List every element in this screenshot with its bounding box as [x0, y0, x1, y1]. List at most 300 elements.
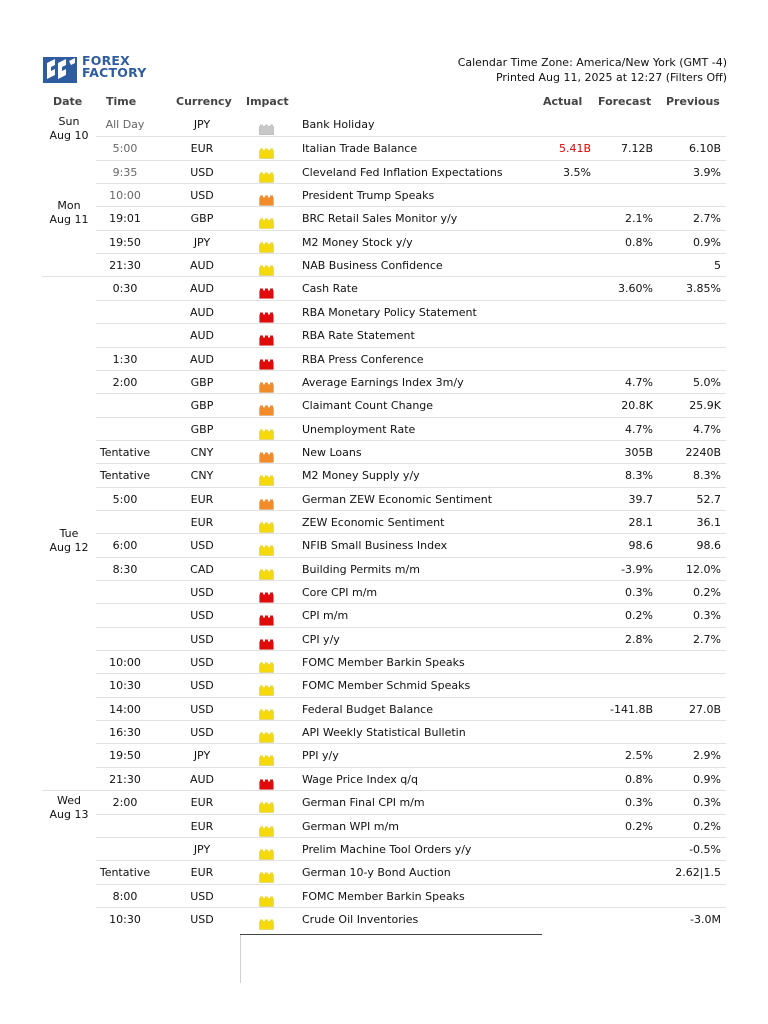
- day-label: [42, 527, 96, 555]
- event-time: [96, 301, 154, 324]
- calendar-row[interactable]: [96, 136, 726, 160]
- day-label: [42, 115, 96, 143]
- event-currency: EUR: [190, 796, 214, 810]
- col-header-previous: Previous: [666, 95, 720, 108]
- event-actual: [526, 534, 591, 557]
- event-title[interactable]: RBA Monetary Policy Statement: [302, 305, 477, 319]
- event-previous: [653, 885, 721, 908]
- event-actual: [526, 511, 591, 534]
- event-currency: USD: [190, 702, 214, 716]
- event-actual: [526, 231, 591, 254]
- event-currency: USD: [190, 656, 214, 670]
- event-title[interactable]: M2 Money Supply y/y: [302, 469, 420, 483]
- impact-high-icon[interactable]: [259, 331, 273, 341]
- event-actual: [526, 604, 591, 627]
- event-actual: [526, 861, 591, 884]
- event-title[interactable]: RBA Rate Statement: [302, 329, 415, 343]
- impact-high-icon[interactable]: [259, 635, 273, 645]
- event-currency: CNY: [190, 469, 214, 483]
- event-currency: EUR: [190, 866, 214, 880]
- event-previous: 2.62|1.5: [675, 866, 721, 880]
- calendar-row[interactable]: [96, 907, 726, 931]
- calendar-row[interactable]: [96, 743, 726, 767]
- calendar-row[interactable]: [96, 767, 726, 791]
- event-time: [96, 581, 154, 604]
- event-title[interactable]: Federal Budget Balance: [302, 702, 433, 716]
- event-time: Tentative: [99, 866, 151, 880]
- event-forecast: [591, 908, 653, 931]
- forex-factory-logo-icon: [43, 53, 77, 83]
- event-time: [96, 418, 154, 441]
- event-title[interactable]: German WPI m/m: [302, 819, 399, 833]
- event-title[interactable]: Claimant Count Change: [302, 399, 434, 413]
- event-actual: [526, 184, 591, 207]
- event-actual: [526, 885, 591, 908]
- event-time: Tentative: [99, 445, 151, 459]
- event-time: [96, 511, 154, 534]
- event-time: 19:50: [109, 749, 141, 763]
- event-time: 19:01: [109, 212, 141, 226]
- event-currency: AUD: [189, 352, 215, 366]
- day-date: Aug 13: [49, 808, 89, 821]
- impact-low-icon[interactable]: [259, 845, 273, 855]
- event-currency: GBP: [190, 399, 214, 413]
- event-forecast: 8.3%: [625, 469, 653, 483]
- event-previous: 5: [714, 259, 721, 273]
- timezone-line: Calendar Time Zone: America/New York (GMT -4): [457, 56, 727, 69]
- event-time: 2:00: [112, 375, 138, 389]
- event-forecast: 4.7%: [625, 375, 653, 389]
- event-forecast: 3.60%: [618, 282, 653, 296]
- event-currency: JPY: [193, 235, 211, 249]
- impact-low-icon[interactable]: [259, 214, 273, 224]
- calendar-row[interactable]: [96, 393, 726, 417]
- event-previous: 52.7: [696, 492, 721, 506]
- impact-high-icon[interactable]: [259, 775, 273, 785]
- event-actual: [526, 581, 591, 604]
- event-previous: 98.6: [696, 539, 721, 553]
- event-currency: USD: [190, 189, 214, 203]
- event-currency: USD: [190, 609, 214, 623]
- event-title[interactable]: German 10-y Bond Auction: [302, 866, 451, 880]
- event-currency: JPY: [193, 749, 211, 763]
- event-forecast: 305B: [624, 445, 653, 459]
- impact-medium-icon[interactable]: [259, 495, 273, 505]
- event-previous: 8.3%: [693, 469, 721, 483]
- event-currency: AUD: [189, 329, 215, 343]
- event-currency: AUD: [189, 282, 215, 296]
- impact-low-icon[interactable]: [259, 915, 273, 925]
- event-currency: AUD: [189, 259, 215, 273]
- event-forecast: 0.8%: [625, 772, 653, 786]
- day-name: Mon: [57, 199, 81, 212]
- calendar-row[interactable]: [96, 230, 726, 254]
- impact-low-icon[interactable]: [259, 728, 273, 738]
- day-separator: [42, 790, 96, 791]
- calendar-row[interactable]: [96, 720, 726, 744]
- calendar-row[interactable]: [96, 533, 726, 557]
- day-name: Tue: [59, 527, 79, 540]
- day-date: Aug 10: [49, 129, 89, 142]
- event-previous: 2240B: [685, 445, 721, 459]
- col-header-time: Time: [106, 95, 137, 108]
- event-actual: [526, 324, 591, 347]
- impact-low-icon[interactable]: [259, 681, 273, 691]
- event-time: Tentative: [99, 469, 151, 483]
- event-previous: [653, 348, 721, 371]
- event-currency: USD: [190, 632, 214, 646]
- event-time: 10:30: [109, 912, 141, 926]
- event-time: 1:30: [112, 352, 138, 366]
- event-title[interactable]: NAB Business Confidence: [302, 259, 443, 273]
- event-time: 2:00: [112, 796, 138, 810]
- event-title[interactable]: Prelim Machine Tool Orders y/y: [302, 842, 472, 856]
- event-title[interactable]: M2 Money Stock y/y: [302, 235, 413, 249]
- event-forecast: -3.9%: [621, 562, 653, 576]
- event-title[interactable]: PPI y/y: [302, 749, 339, 763]
- event-currency: EUR: [190, 142, 214, 156]
- calendar-row[interactable]: [96, 884, 726, 908]
- event-time: 6:00: [112, 539, 138, 553]
- event-title[interactable]: Average Earnings Index 3m/y: [302, 375, 464, 389]
- calendar-row[interactable]: [96, 487, 726, 511]
- event-forecast: [591, 254, 653, 277]
- event-actual: [526, 488, 591, 511]
- event-currency: EUR: [190, 492, 214, 506]
- event-time: 16:30: [109, 726, 141, 740]
- event-currency: USD: [190, 539, 214, 553]
- calendar-row[interactable]: [96, 276, 726, 300]
- impact-medium-icon[interactable]: [259, 401, 273, 411]
- impact-low-icon[interactable]: [259, 471, 273, 481]
- event-forecast: 0.2%: [625, 609, 653, 623]
- event-actual: [526, 464, 591, 487]
- event-actual: [526, 744, 591, 767]
- event-actual: [526, 815, 591, 838]
- event-title[interactable]: FOMC Member Barkin Speaks: [302, 889, 465, 903]
- impact-medium-icon[interactable]: [259, 191, 273, 201]
- event-currency: GBP: [190, 422, 214, 436]
- event-currency: USD: [190, 165, 214, 179]
- event-previous: -3.0M: [690, 912, 721, 926]
- event-title[interactable]: Crude Oil Inventories: [302, 912, 419, 926]
- calendar-row[interactable]: [96, 557, 726, 581]
- impact-high-icon[interactable]: [259, 284, 273, 294]
- event-actual: [526, 418, 591, 441]
- calendar-row[interactable]: [96, 183, 726, 207]
- impact-low-icon[interactable]: [259, 144, 273, 154]
- event-forecast: -141.8B: [609, 702, 653, 716]
- event-title[interactable]: ZEW Economic Sentiment: [302, 515, 445, 529]
- impact-low-icon[interactable]: [259, 168, 273, 178]
- impact-low-icon[interactable]: [259, 798, 273, 808]
- event-actual: 5.41B: [558, 142, 591, 156]
- event-currency: AUD: [189, 305, 215, 319]
- calendar-row[interactable]: [96, 370, 726, 394]
- page-divider-vertical: [240, 935, 241, 983]
- impact-low-icon[interactable]: [259, 261, 273, 271]
- event-time: [96, 604, 154, 627]
- event-previous: 2.9%: [693, 749, 721, 763]
- event-title[interactable]: BRC Retail Sales Monitor y/y: [302, 212, 458, 226]
- logo-text-line2: FACTORY: [82, 65, 147, 80]
- event-forecast: [591, 324, 653, 347]
- event-forecast: 2.8%: [625, 632, 653, 646]
- event-title[interactable]: German Final CPI m/m: [302, 796, 425, 810]
- event-title[interactable]: German ZEW Economic Sentiment: [302, 492, 493, 506]
- event-previous: 0.9%: [693, 235, 721, 249]
- col-header-actual: Actual: [543, 95, 583, 108]
- event-forecast: [591, 861, 653, 884]
- event-previous: 6.10B: [688, 142, 721, 156]
- event-title[interactable]: FOMC Member Schmid Speaks: [302, 679, 471, 693]
- event-title[interactable]: Italian Trade Balance: [302, 142, 418, 156]
- event-previous: 27.0B: [688, 702, 721, 716]
- event-previous: [653, 674, 721, 697]
- event-previous: 2.7%: [693, 212, 721, 226]
- event-title[interactable]: New Loans: [302, 445, 362, 459]
- event-forecast: [591, 348, 653, 371]
- event-actual: [526, 768, 591, 791]
- event-time: 21:30: [109, 772, 141, 786]
- day-separator: [42, 276, 96, 277]
- event-actual: [526, 301, 591, 324]
- event-previous: 4.7%: [693, 422, 721, 436]
- impact-low-icon[interactable]: [259, 238, 273, 248]
- event-time: 21:30: [109, 259, 141, 273]
- event-actual: [526, 791, 591, 814]
- event-forecast: [591, 161, 653, 184]
- col-header-forecast: Forecast: [598, 95, 652, 108]
- printed-line: Printed Aug 11, 2025 at 12:27 (Filters Off): [495, 71, 727, 84]
- event-title[interactable]: NFIB Small Business Index: [302, 539, 448, 553]
- calendar-row[interactable]: [96, 440, 726, 464]
- event-previous: [653, 184, 721, 207]
- impact-low-icon[interactable]: [259, 425, 273, 435]
- event-currency: JPY: [193, 118, 211, 131]
- calendar-row[interactable]: [96, 627, 726, 651]
- impact-low-icon[interactable]: [259, 658, 273, 668]
- event-forecast: 0.3%: [625, 796, 653, 810]
- impact-low-icon[interactable]: [259, 541, 273, 551]
- impact-high-icon[interactable]: [259, 355, 273, 365]
- event-title[interactable]: RBA Press Conference: [302, 352, 424, 366]
- calendar-row[interactable]: [96, 206, 726, 230]
- calendar-row[interactable]: [96, 603, 726, 627]
- page-divider: [240, 934, 542, 935]
- event-title[interactable]: Building Permits m/m: [302, 562, 420, 576]
- impact-low-icon[interactable]: [259, 868, 273, 878]
- event-currency: EUR: [190, 515, 214, 529]
- calendar-row[interactable]: [96, 417, 726, 441]
- event-forecast: [591, 301, 653, 324]
- event-time: 8:30: [112, 562, 138, 576]
- event-previous: 0.9%: [693, 772, 721, 786]
- calendar-row[interactable]: [96, 113, 726, 136]
- day-name: Wed: [57, 794, 81, 807]
- event-time: 19:50: [109, 235, 141, 249]
- event-time: [96, 394, 154, 417]
- event-title[interactable]: Cash Rate: [302, 282, 358, 296]
- event-forecast: [591, 885, 653, 908]
- event-previous: 0.2%: [693, 586, 721, 599]
- event-forecast: 0.3%: [625, 586, 653, 599]
- event-currency: USD: [190, 586, 214, 599]
- event-currency: CNY: [190, 445, 214, 459]
- event-forecast: [591, 674, 653, 697]
- impact-medium-icon[interactable]: [259, 378, 273, 388]
- event-title[interactable]: CPI y/y: [302, 632, 340, 646]
- event-previous: 36.1: [696, 515, 721, 529]
- event-forecast: 4.7%: [625, 422, 653, 436]
- event-title[interactable]: Core CPI m/m: [302, 586, 378, 599]
- event-title[interactable]: FOMC Member Barkin Speaks: [302, 656, 465, 670]
- calendar-row[interactable]: [96, 790, 726, 814]
- event-currency: USD: [190, 912, 214, 926]
- calendar-header: [0, 0, 768, 92]
- event-time: 14:00: [109, 702, 141, 716]
- event-actual: [526, 254, 591, 277]
- event-previous: 5.0%: [693, 375, 721, 389]
- event-forecast: [591, 651, 653, 674]
- event-forecast: 0.2%: [625, 819, 653, 833]
- day-label: [42, 199, 96, 227]
- event-title[interactable]: Cleveland Fed Inflation Expectations: [302, 165, 503, 179]
- event-time: 10:00: [109, 656, 141, 670]
- logo-text-line1: FOREX: [82, 53, 130, 68]
- impact-holiday-icon[interactable]: [259, 120, 273, 130]
- event-time: 0:30: [112, 282, 138, 296]
- calendar-row[interactable]: [96, 580, 726, 604]
- day-name: Sun: [58, 115, 80, 128]
- event-currency: USD: [190, 679, 214, 693]
- event-forecast: 20.8K: [621, 399, 653, 413]
- event-actual: [526, 838, 591, 861]
- event-forecast: 98.6: [628, 539, 653, 553]
- event-previous: -0.5%: [689, 842, 721, 856]
- calendar-row[interactable]: [96, 860, 726, 884]
- event-actual: [526, 277, 591, 300]
- event-previous: 0.2%: [693, 819, 721, 833]
- calendar-row[interactable]: [96, 347, 726, 371]
- event-forecast: [591, 721, 653, 744]
- event-previous: 3.85%: [686, 282, 721, 296]
- event-forecast: [591, 113, 653, 136]
- event-actual: [526, 441, 591, 464]
- event-previous: 12.0%: [686, 562, 721, 576]
- calendar-row[interactable]: [96, 837, 726, 861]
- event-previous: [653, 721, 721, 744]
- day-label: [42, 794, 96, 822]
- event-currency: JPY: [193, 842, 211, 856]
- timezone-info: [458, 55, 727, 85]
- calendar-row[interactable]: [96, 463, 726, 487]
- event-previous: 0.3%: [693, 609, 721, 623]
- impact-high-icon[interactable]: [259, 611, 273, 621]
- col-header-date: Date: [53, 95, 83, 108]
- event-previous: [653, 324, 721, 347]
- event-previous: [653, 651, 721, 674]
- logo-text: [82, 55, 147, 79]
- event-forecast: [591, 838, 653, 861]
- event-forecast: 28.1: [628, 515, 653, 529]
- impact-low-icon[interactable]: [259, 822, 273, 832]
- event-currency: USD: [190, 726, 214, 740]
- impact-low-icon[interactable]: [259, 518, 273, 528]
- event-time: 5:00: [112, 492, 138, 506]
- event-actual: [526, 674, 591, 697]
- event-actual: [526, 113, 591, 136]
- impact-low-icon[interactable]: [259, 751, 273, 761]
- event-currency: AUD: [189, 772, 215, 786]
- event-title[interactable]: CPI m/m: [302, 609, 349, 623]
- event-forecast: [591, 184, 653, 207]
- event-time: 10:30: [109, 679, 141, 693]
- calendar-row[interactable]: [96, 673, 726, 697]
- event-previous: [653, 301, 721, 324]
- calendar-row[interactable]: [96, 510, 726, 534]
- event-title[interactable]: President Trump Speaks: [302, 189, 435, 203]
- calendar-row[interactable]: [96, 650, 726, 674]
- event-time: 9:35: [112, 165, 138, 179]
- day-date: Aug 12: [49, 541, 89, 554]
- forex-factory-logo[interactable]: [43, 53, 147, 85]
- event-actual: [526, 721, 591, 744]
- calendar-row[interactable]: [96, 300, 726, 324]
- event-actual: [526, 628, 591, 651]
- event-time: 8:00: [112, 889, 138, 903]
- event-time: [96, 628, 154, 651]
- event-actual: [526, 348, 591, 371]
- event-actual: [526, 207, 591, 230]
- calendar-row[interactable]: [96, 814, 726, 838]
- impact-low-icon[interactable]: [259, 565, 273, 575]
- event-previous: 3.9%: [693, 165, 721, 179]
- calendar-row[interactable]: [96, 323, 726, 347]
- event-title[interactable]: Bank Holiday: [302, 118, 375, 131]
- impact-high-icon[interactable]: [259, 308, 273, 318]
- impact-medium-icon[interactable]: [259, 448, 273, 458]
- event-title[interactable]: API Weekly Statistical Bulletin: [302, 726, 466, 740]
- event-forecast: 2.5%: [625, 749, 653, 763]
- col-header-impact: Impact: [246, 95, 289, 108]
- event-actual: [526, 651, 591, 674]
- event-actual: [526, 908, 591, 931]
- day-date: Aug 11: [49, 213, 89, 226]
- calendar-row[interactable]: [96, 697, 726, 721]
- event-actual: [526, 371, 591, 394]
- event-forecast: 0.8%: [625, 235, 653, 249]
- event-title[interactable]: Wage Price Index q/q: [302, 772, 418, 786]
- calendar-row[interactable]: [96, 160, 726, 184]
- event-previous: 0.3%: [693, 796, 721, 810]
- event-time: [96, 815, 154, 838]
- event-time: [96, 838, 154, 861]
- event-previous: 2.7%: [693, 632, 721, 646]
- event-time: [96, 324, 154, 347]
- event-currency: GBP: [190, 375, 214, 389]
- impact-low-icon[interactable]: [259, 892, 273, 902]
- calendar-row[interactable]: [96, 253, 726, 277]
- event-forecast: 7.12B: [620, 142, 653, 156]
- impact-low-icon[interactable]: [259, 705, 273, 715]
- event-actual: [526, 394, 591, 417]
- event-title[interactable]: Unemployment Rate: [302, 422, 416, 436]
- impact-high-icon[interactable]: [259, 588, 273, 598]
- event-time: 5:00: [112, 142, 138, 156]
- event-previous: 25.9K: [689, 399, 721, 413]
- event-currency: GBP: [190, 212, 214, 226]
